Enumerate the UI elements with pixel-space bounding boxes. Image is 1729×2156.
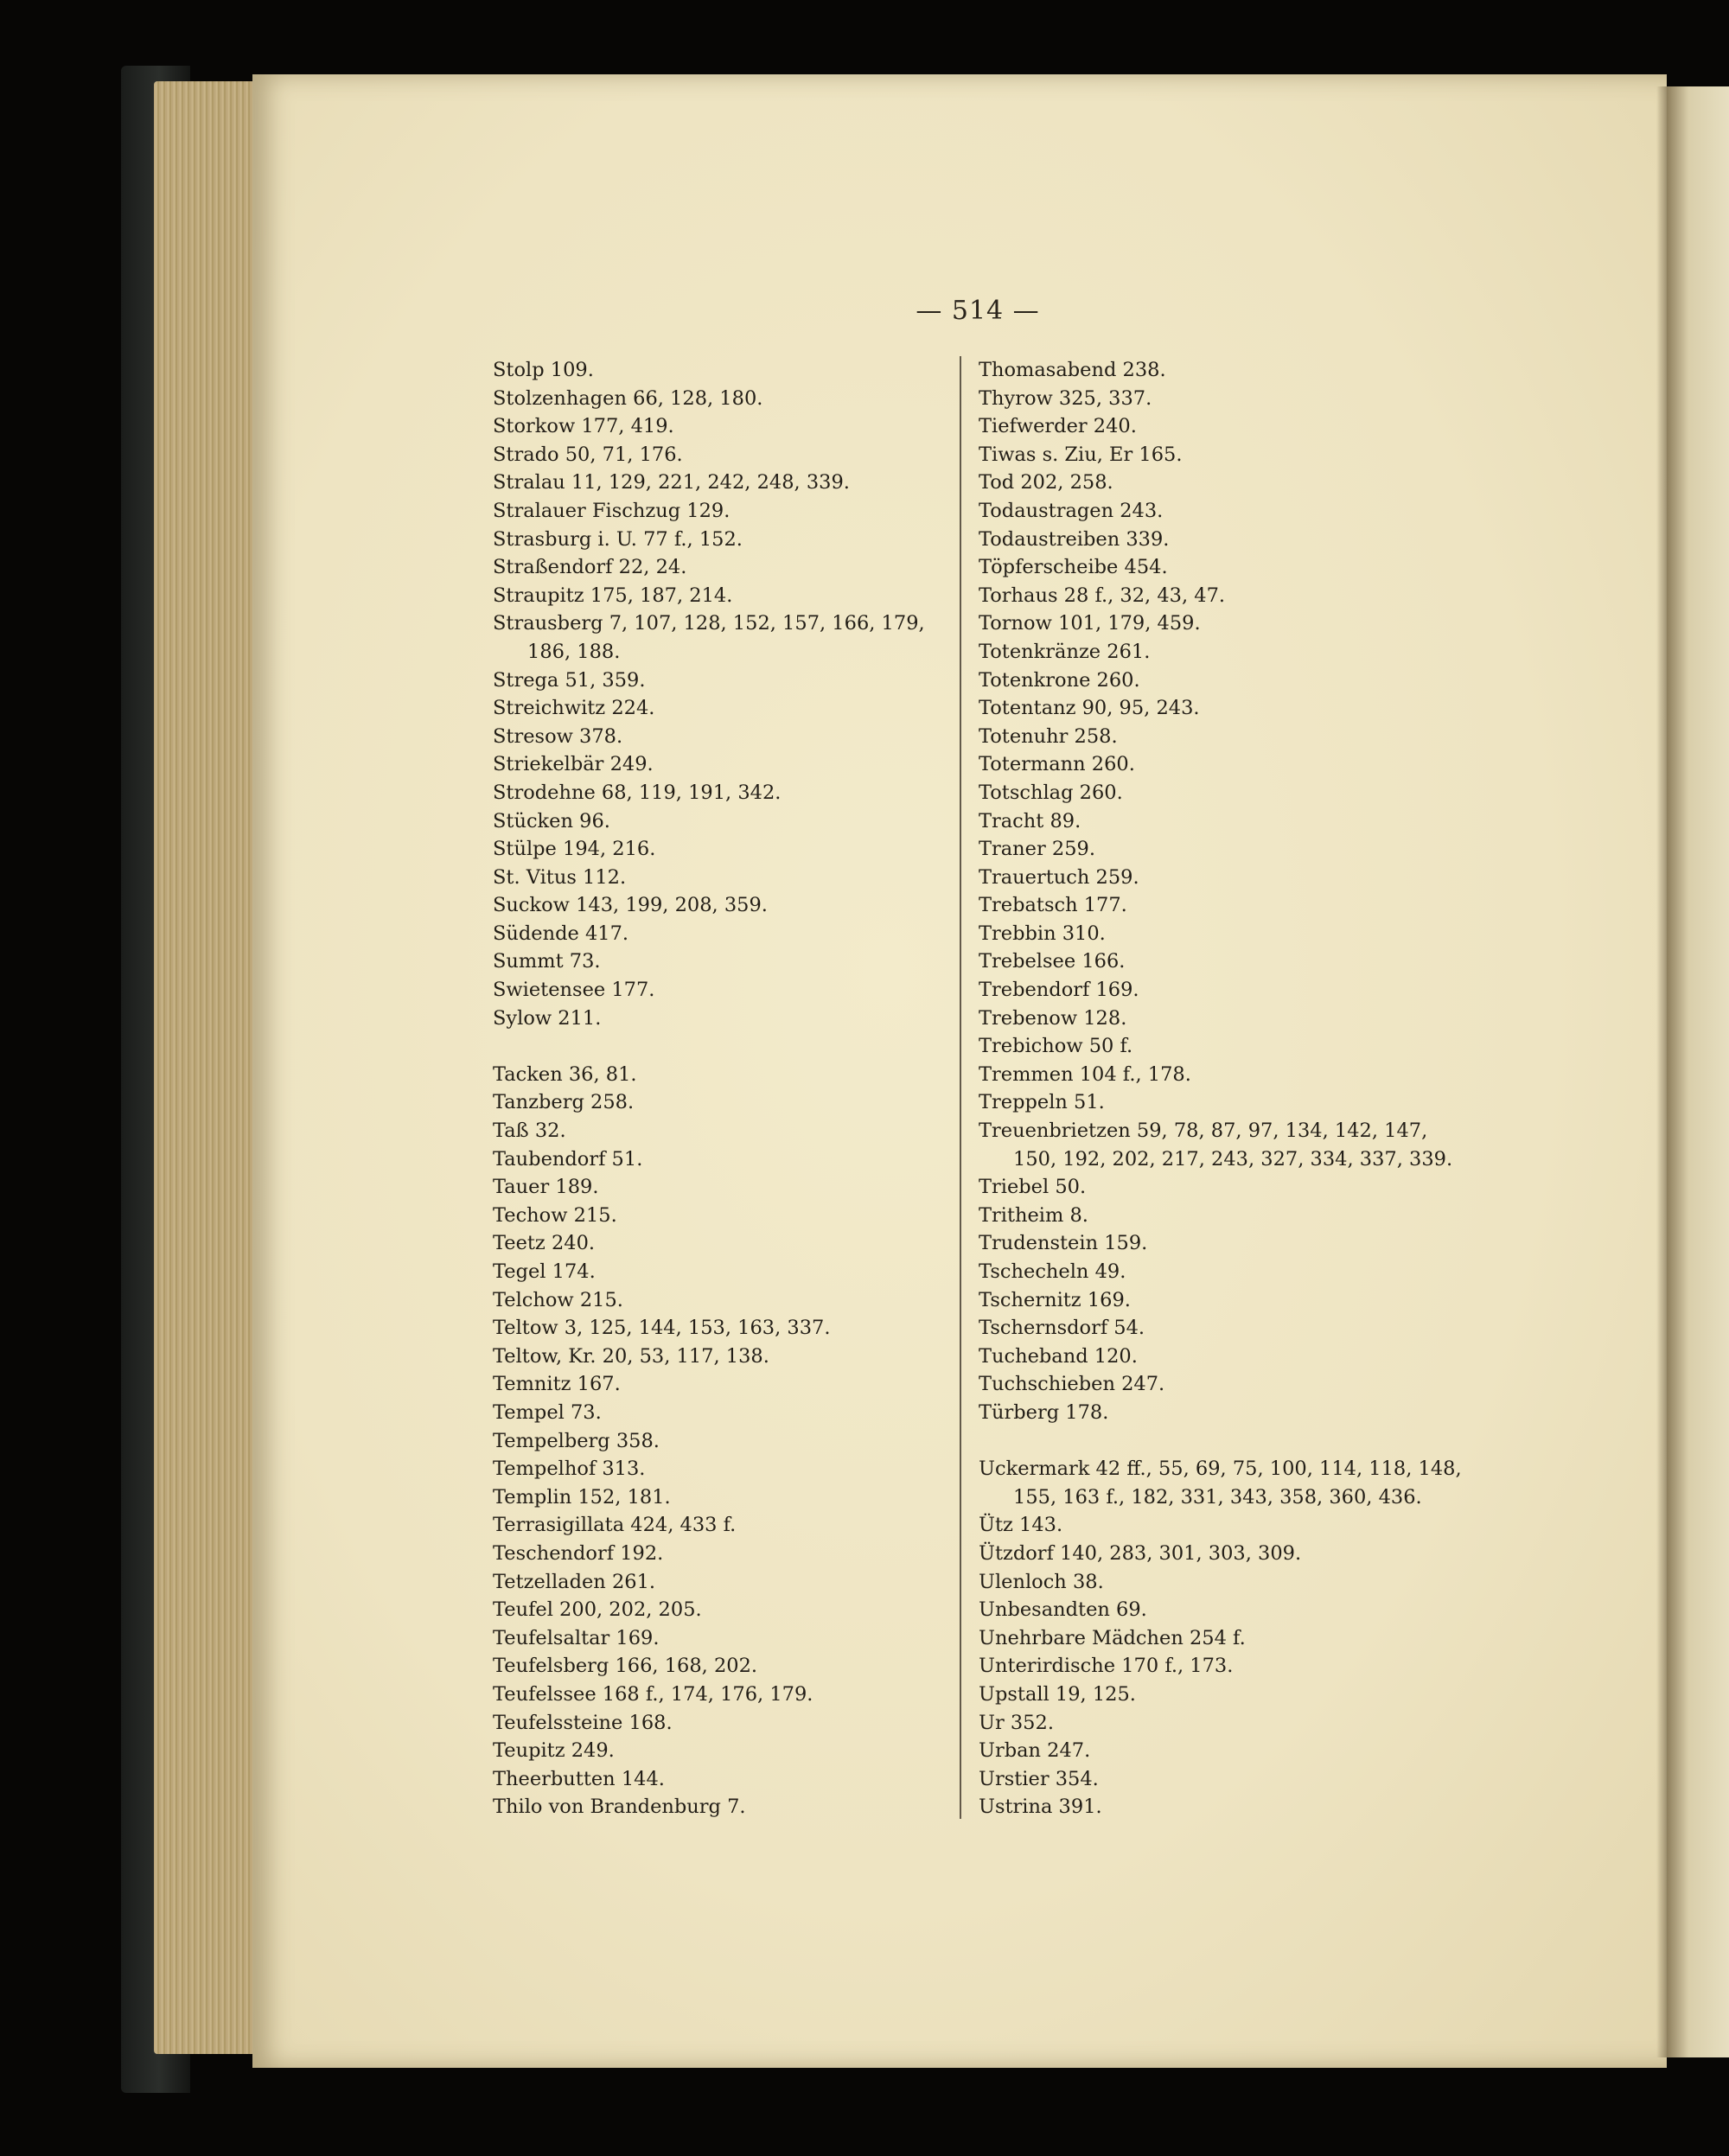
index-entry: Tempel 73. [493, 1400, 602, 1424]
index-entry: Triebel 50. [979, 1176, 1087, 1199]
index-entry: Tritheim 8. [979, 1203, 1088, 1227]
index-entry: Tschernsdorf 54. [979, 1317, 1145, 1340]
index-entry: Trebatsch 177. [979, 894, 1127, 917]
index-entry: Urstier 354. [979, 1767, 1099, 1790]
index-entry: Tiwas s. Ziu, Er 165. [979, 443, 1183, 466]
index-entry: Treppeln 51. [979, 1091, 1105, 1114]
index-entry: 155, 163 f., 182, 331, 343, 358, 360, 436. [1013, 1485, 1422, 1509]
page-number: — 514 — [916, 296, 1040, 326]
index-entry: Teufelsberg 166, 168, 202. [493, 1655, 758, 1678]
column-divider [960, 356, 961, 1819]
index-entry: Teschendorf 192. [493, 1541, 664, 1565]
index-entry: Temnitz 167. [493, 1373, 621, 1396]
index-entry: Tod 202, 258. [979, 471, 1113, 494]
index-entry: Töpferscheibe 454. [979, 556, 1168, 579]
index-entry: Trudenstein 159. [979, 1232, 1148, 1255]
index-entry: Ütz 143. [979, 1514, 1063, 1537]
index-entry: Straupitz 175, 187, 214. [493, 584, 733, 607]
index-entry: Terrasigillata 424, 433 f. [493, 1514, 737, 1537]
index-entry: Teufelssee 168 f., 174, 176, 179. [493, 1682, 813, 1706]
index-entry: Tucheband 120. [979, 1344, 1138, 1368]
index-entry: Trebbin 310. [979, 922, 1106, 945]
index-entry: Südende 417. [493, 922, 629, 945]
index-entry: Urban 247. [979, 1739, 1091, 1763]
index-entry: Unehrbare Mädchen 254 f. [979, 1626, 1246, 1649]
index-entry: Ustrina 391. [979, 1796, 1102, 1819]
index-entry: Teetz 240. [493, 1232, 596, 1255]
index-entry: Sylow 211. [493, 1006, 602, 1030]
index-entry: Trebelsee 166. [979, 950, 1126, 973]
index-entry: Taß 32. [493, 1119, 566, 1143]
index-entry: Telchow 215. [493, 1288, 623, 1311]
index-entry: Torhaus 28 f., 32, 43, 47. [979, 584, 1226, 607]
index-entry: Techow 215. [493, 1203, 617, 1227]
index-entry: Strega 51, 359. [493, 668, 646, 692]
index-column-left [493, 356, 977, 1821]
index-entry: Totentanz 90, 95, 243. [979, 697, 1200, 720]
index-entry: Totenuhr 258. [979, 724, 1118, 748]
index-entry: Strodehne 68, 119, 191, 342. [493, 781, 782, 804]
index-entry: Stralauer Fischzug 129. [493, 499, 731, 522]
index-entry: Trebendorf 169. [979, 979, 1139, 1002]
index-entry: Taubendorf 51. [493, 1147, 643, 1170]
index-entry: Strausberg 7, 107, 128, 152, 157, 166, 179, [493, 612, 925, 635]
index-entry: Teufelssteine 168. [493, 1711, 673, 1734]
index-entry: Treuenbrietzen 59, 78, 87, 97, 134, 142, 147, [979, 1119, 1428, 1143]
index-entry: Ulenloch 38. [979, 1570, 1104, 1593]
index-entry: Tegel 174. [493, 1260, 596, 1283]
index-entry: Strasburg i. U. 77 f., 152. [493, 527, 743, 551]
section-gap [493, 1032, 977, 1061]
index-entry: Stülpe 194, 216. [493, 838, 656, 861]
index-entry: Todaustragen 243. [979, 499, 1164, 522]
index-entry: Storkow 177, 419. [493, 415, 674, 438]
index-entry: Todaustreiben 339. [979, 527, 1170, 551]
index-entry: Totenkrone 260. [979, 668, 1140, 692]
index-entry: Totermann 260. [979, 753, 1135, 776]
index-entry: Straßendorf 22, 24. [493, 556, 687, 579]
section-gap [979, 1427, 1497, 1456]
index-entry: Tracht 89. [979, 809, 1081, 832]
index-entry: Tschernitz 169. [979, 1288, 1131, 1311]
index-entry: Thomasabend 238. [979, 359, 1166, 381]
index-entry: Tempelberg 358. [493, 1429, 660, 1452]
index-entry: Teltow, Kr. 20, 53, 117, 138. [493, 1344, 769, 1368]
index-entry: Tuchschieben 247. [979, 1373, 1165, 1396]
index-entry: Swietensee 177. [493, 979, 655, 1002]
index-entry: Teufelsaltar 169. [493, 1626, 660, 1649]
index-entry: Stresow 378. [493, 724, 623, 748]
index-entry: Teufel 200, 202, 205. [493, 1598, 702, 1622]
index-entry: Tornow 101, 179, 459. [979, 612, 1201, 635]
index-entry: Unbesandten 69. [979, 1598, 1147, 1622]
index-entry: Stücken 96. [493, 809, 610, 832]
index-entry: St. Vitus 112. [493, 865, 627, 889]
page-edges [154, 81, 266, 2054]
index-entry: Templin 152, 181. [493, 1485, 671, 1509]
index-entry: Stolp 109. [493, 359, 594, 381]
index-entry: Trebenow 128. [979, 1006, 1127, 1030]
index-entry: Strado 50, 71, 176. [493, 443, 683, 466]
index-entry: Traner 259. [979, 838, 1095, 861]
index-entry: Theerbutten 144. [493, 1767, 665, 1790]
index-entry: Tacken 36, 81. [493, 1062, 637, 1086]
index-entry: Unterirdische 170 f., 173. [979, 1655, 1234, 1678]
index-entry: Ur 352. [979, 1711, 1054, 1734]
index-entry: Totschlag 260. [979, 781, 1123, 804]
index-entry: Tanzberg 258. [493, 1091, 635, 1114]
index-entry: 186, 188. [527, 640, 621, 663]
index-entry: Teltow 3, 125, 144, 153, 163, 337. [493, 1317, 831, 1340]
index-entry: Trebichow 50 f. [979, 1035, 1133, 1058]
facing-page [1667, 86, 1729, 2057]
index-entry: Tetzelladen 261. [493, 1570, 656, 1593]
index-entry: Stolzenhagen 66, 128, 180. [493, 386, 763, 410]
index-entry: Tempelhof 313. [493, 1458, 646, 1481]
index-entry: Tschecheln 49. [979, 1260, 1126, 1283]
index-entry: Trauertuch 259. [979, 865, 1139, 889]
index-entry: Tremmen 104 f., 178. [979, 1062, 1191, 1086]
index-entry: Totenkränze 261. [979, 640, 1151, 663]
index-entry: Thyrow 325, 337. [979, 386, 1152, 410]
index-entry: Summt 73. [493, 950, 601, 973]
index-entry: Ützdorf 140, 283, 301, 303, 309. [979, 1541, 1302, 1565]
index-entry: 150, 192, 202, 217, 243, 327, 334, 337, 339. [1013, 1147, 1453, 1170]
index-entry: Thilo von Brandenburg 7. [493, 1796, 746, 1819]
index-entry: Uckermark 42 ff., 55, 69, 75, 100, 114, 118, 148, [979, 1458, 1462, 1481]
index-entry: Streichwitz 224. [493, 697, 655, 720]
index-column-right [979, 356, 1497, 1821]
index-entry: Striekelbär 249. [493, 753, 654, 776]
index-entry: Stralau 11, 129, 221, 242, 248, 339. [493, 471, 850, 494]
index-entry: Tiefwerder 240. [979, 415, 1137, 438]
index-entry: Upstall 19, 125. [979, 1682, 1136, 1706]
index-entry: Tauer 189. [493, 1176, 599, 1199]
index-entry: Türberg 178. [979, 1400, 1109, 1424]
index-entry: Suckow 143, 199, 208, 359. [493, 894, 768, 917]
index-entry: Teupitz 249. [493, 1739, 615, 1763]
